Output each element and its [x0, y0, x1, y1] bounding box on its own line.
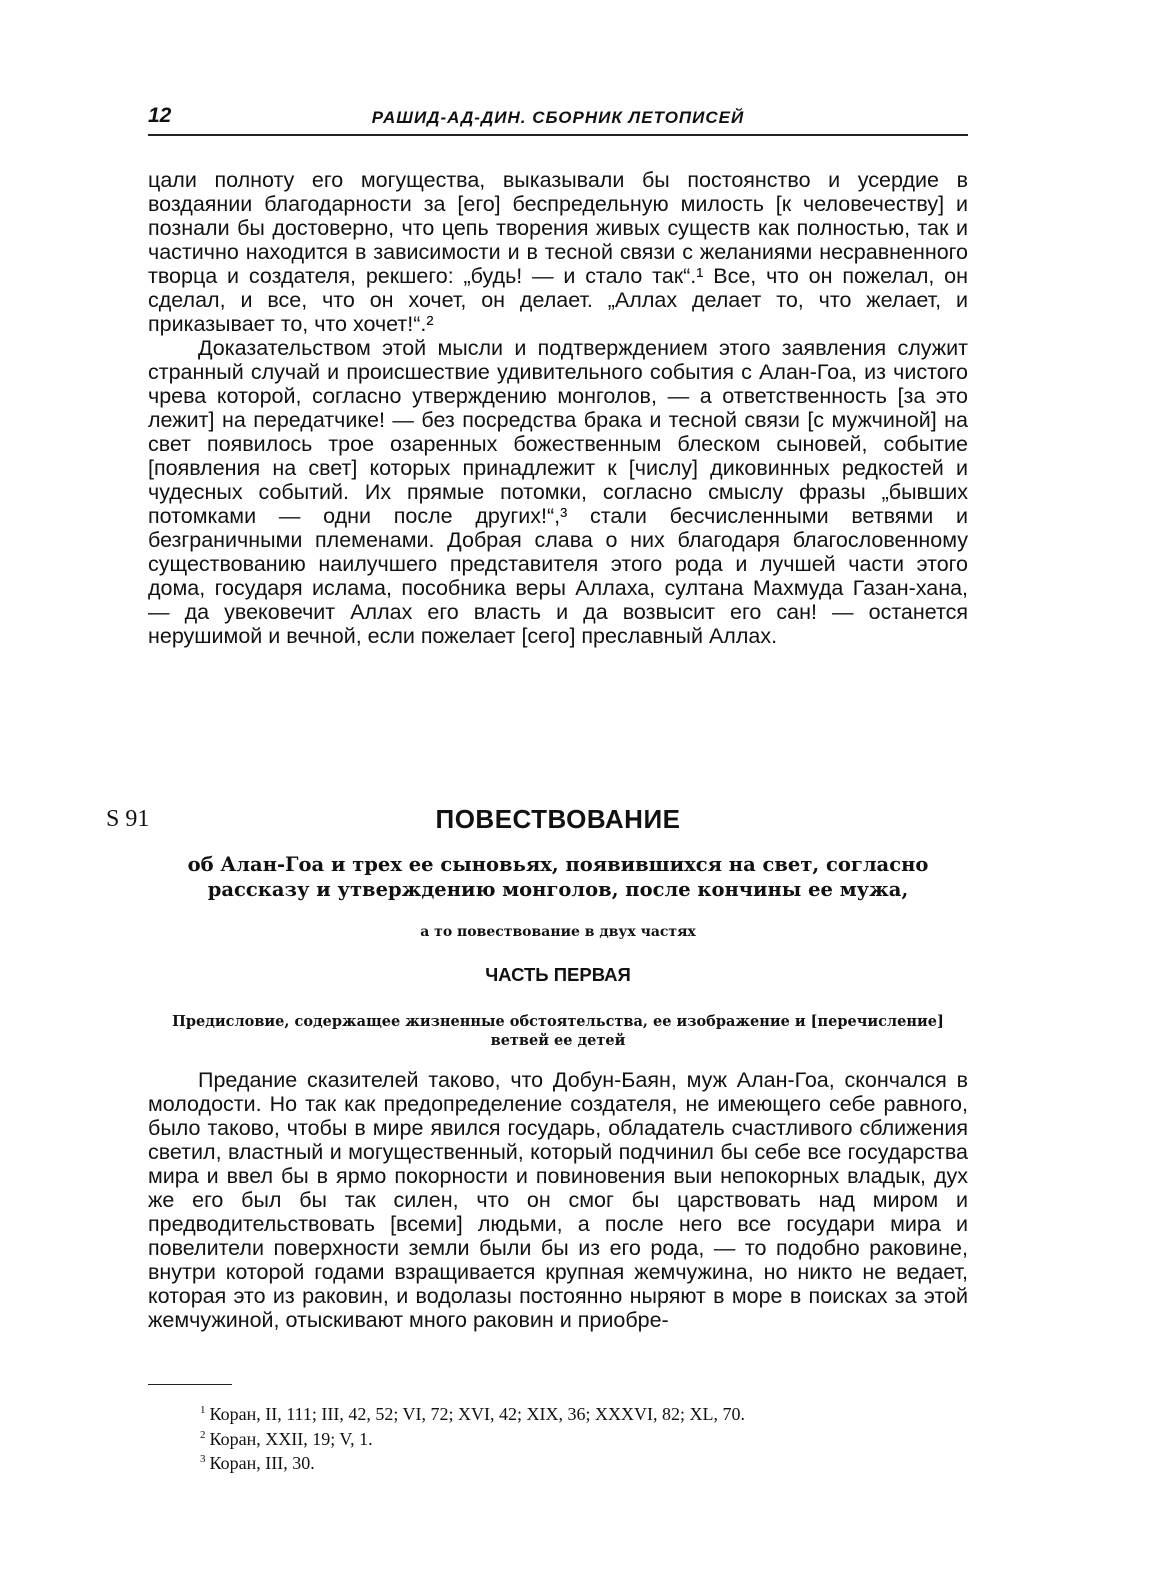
footnote: $^2$ Коран, XXII, 19; V, 1. — [200, 1428, 373, 1449]
footnote: $^1$ Коран, II, 111; III, 42, 52; VI, 72; XVI, 42; XIX, 36; XXXVI, 82; XL, 70. — [200, 1404, 746, 1424]
paragraph: Доказательством этой мысли и подтверждением этого заявления служит странный случай и происшествие удивительного события с Алан-Гоа, из чистого чрева которой, согласно утверждению монголов, — а ответственность [за это лежит] на передатчике! — без посредства брака и тесной связи [с мужчиной] на свет появилось трое озаренных божественным блеском сыновей, событие [появления на свет] которых принадлежит к [числу] диковинных редкостей и чудесных событий. Их прямые потомки, согласно смыслу фразы „бывших потомками — одни после других!“,³ стали бесчисленными ветвями и безграничными племенами. Добрая слава о них благодаря благословенному существованию наилучшего представителя этого рода и лучшей части этого дома, государя ислама, пособника веры Аллаха, султана Махмуда Газан-хана, — да увековечит Аллах его власть и да возвысит его сан! — останется нерушимой и вечной, если пожелает [сего] преславный Аллах. — [148, 336, 968, 648]
footnotes — [200, 1400, 960, 1474]
section-note: а то повествование в двух частях — [420, 924, 696, 940]
section-subtitle: об Алан-Гоа и трех ее сыновьях, появившихся на свет, согласно рассказу и утверждению монголов, после кончины ее мужа, — [187, 853, 929, 901]
paragraph: цали полноту его могущества, выказывали бы постоянство и усердие в воздаянии благодарности за [его] беспредельную милость [к человечеству] и познали бы достоверно, что цепь творения живых существ как полностью, так и частично находится в зависимости и в тесной связи с желаниями несравненного творца и создателя, рекшего: „будь! — и стало так“.¹ Все, что он пожелал, он сделал, и все, что он хочет, он делает. „Аллах делает то, что желает, и приказывает то, что хочет!“.² — [148, 168, 968, 336]
body-text-upper — [148, 168, 968, 648]
body-text-lower — [148, 1068, 968, 1332]
margin-reference: S 91 — [106, 806, 150, 832]
part-subtitle: Предисловие, содержащее жизненные обстоятельства, ее изображение и [перечисление] ветвей ее детей — [172, 1013, 944, 1049]
footnote-divider — [148, 1384, 232, 1385]
running-title: РАШИД-АД-ДИН. СБОРНИК ЛЕТОПИСЕЙ — [371, 108, 745, 127]
footnote: $^3$ Коран, III, 30. — [200, 1453, 315, 1473]
part-title: ЧАСТЬ ПЕРВАЯ — [485, 964, 631, 985]
paragraph: Предание сказителей таково, что Добун-Баян, муж Алан-Гоа, скончался в молодости. Но так как предопределение создателя, не имеющего себе равного, было таково, чтобы в мире явился государь, обладатель счастливого сближения светил, властный и могущественный, который подчинил бы себе все государства мира и ввел бы в ярмо покорности и повиновения выи непокорных владык, дух же его был бы так силен, что он смог бы царствовать над миром и предводительствовать [всеми] людьми, а после него все государи мира и повелители поверхности земли были бы из его рода, — то подобно раковине, внутри которой годами взращивается крупная жемчужина, но никто не ведает, которая это из раковин, и водолазы постоянно ныряют в море в поисках за этой жемчужиной, отыскивают много раковин и приобре- — [148, 1068, 968, 1332]
page-number: 12 — [148, 104, 172, 127]
running-head — [148, 104, 968, 136]
section-title: ПОВЕСТВОВАНИЕ — [435, 804, 681, 834]
